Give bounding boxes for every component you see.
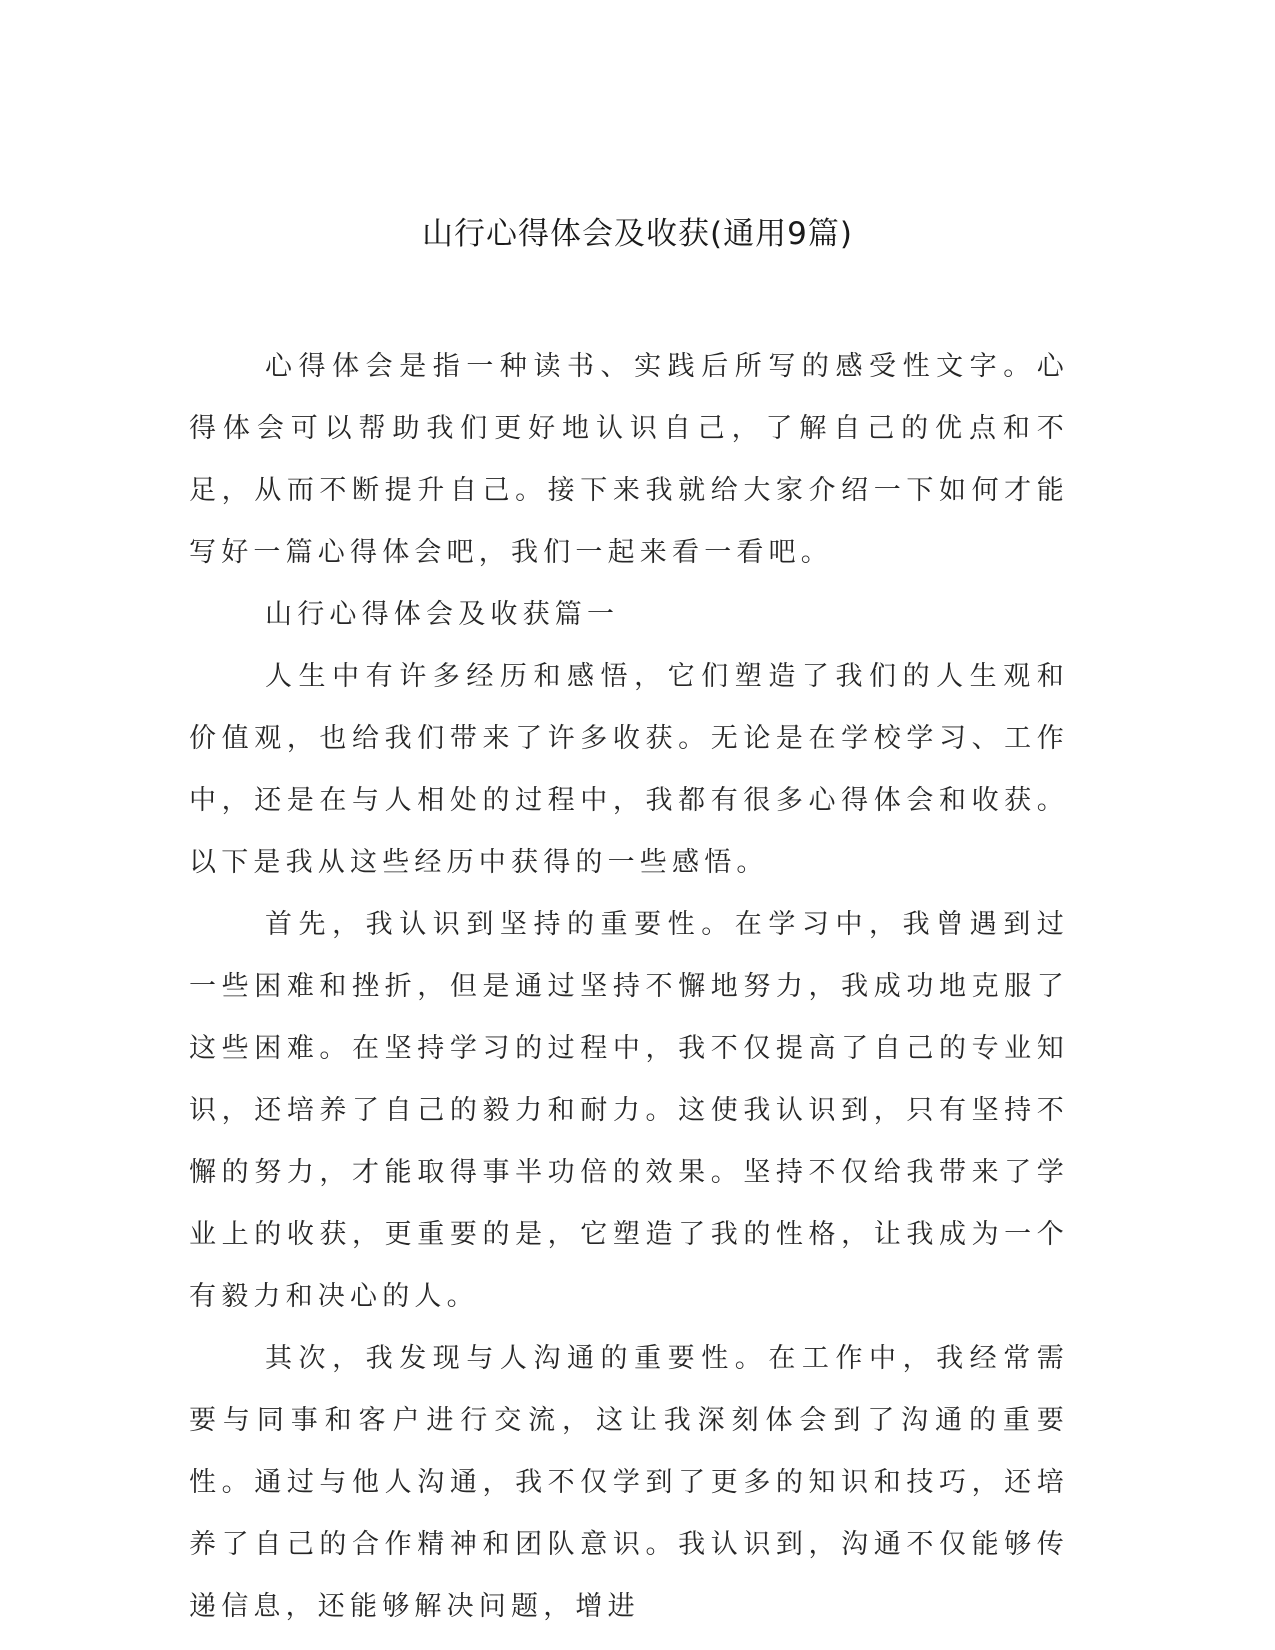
paragraph-intro: 心得体会是指一种读书、实践后所写的感受性文字。心得体会可以帮助我们更好地认识自己，了解自己的优点和不足，从而不断提升自己。接下来我就给大家介绍一下如何才能写好一篇心得体会吧，我们一起来看一看吧。 <box>189 351 1069 568</box>
paragraph-2: 首先，我认识到坚持的重要性。在学习中，我曾遇到过一些困难和挫折，但是通过坚持不懈地努力，我成功地克服了这些困难。在坚持学习的过程中，我不仅提高了自己的专业知识，还培养了自己的毅力和耐力。这使我认识到，只有坚持不懈的努力，才能取得事半功倍的效果。坚持不仅给我带来了学业上的收获，更重要的是，它塑造了我的性格，让我成为一个有毅力和决心的人。 <box>189 909 1069 1312</box>
document-title: 山行心得体会及收获(通用9篇) <box>422 216 853 252</box>
document-body <box>189 336 1069 1638</box>
paragraph-3: 其次，我发现与人沟通的重要性。在工作中，我经常需要与同事和客户进行交流，这让我深刻体会到了沟通的重要性。通过与他人沟通，我不仅学到了更多的知识和技巧，还培养了自己的合作精神和团队意识。我认识到，沟通不仅能够传递信息，还能够解决问题，增进 <box>189 1343 1069 1622</box>
section-heading-1: 山行心得体会及收获篇一 <box>265 599 620 630</box>
paragraph-1: 人生中有许多经历和感悟，它们塑造了我们的人生观和价值观，也给我们带来了许多收获。无论是在学校学习、工作中，还是在与人相处的过程中，我都有很多心得体会和收获。以下是我从这些经历中获得的一些感悟。 <box>189 661 1069 878</box>
